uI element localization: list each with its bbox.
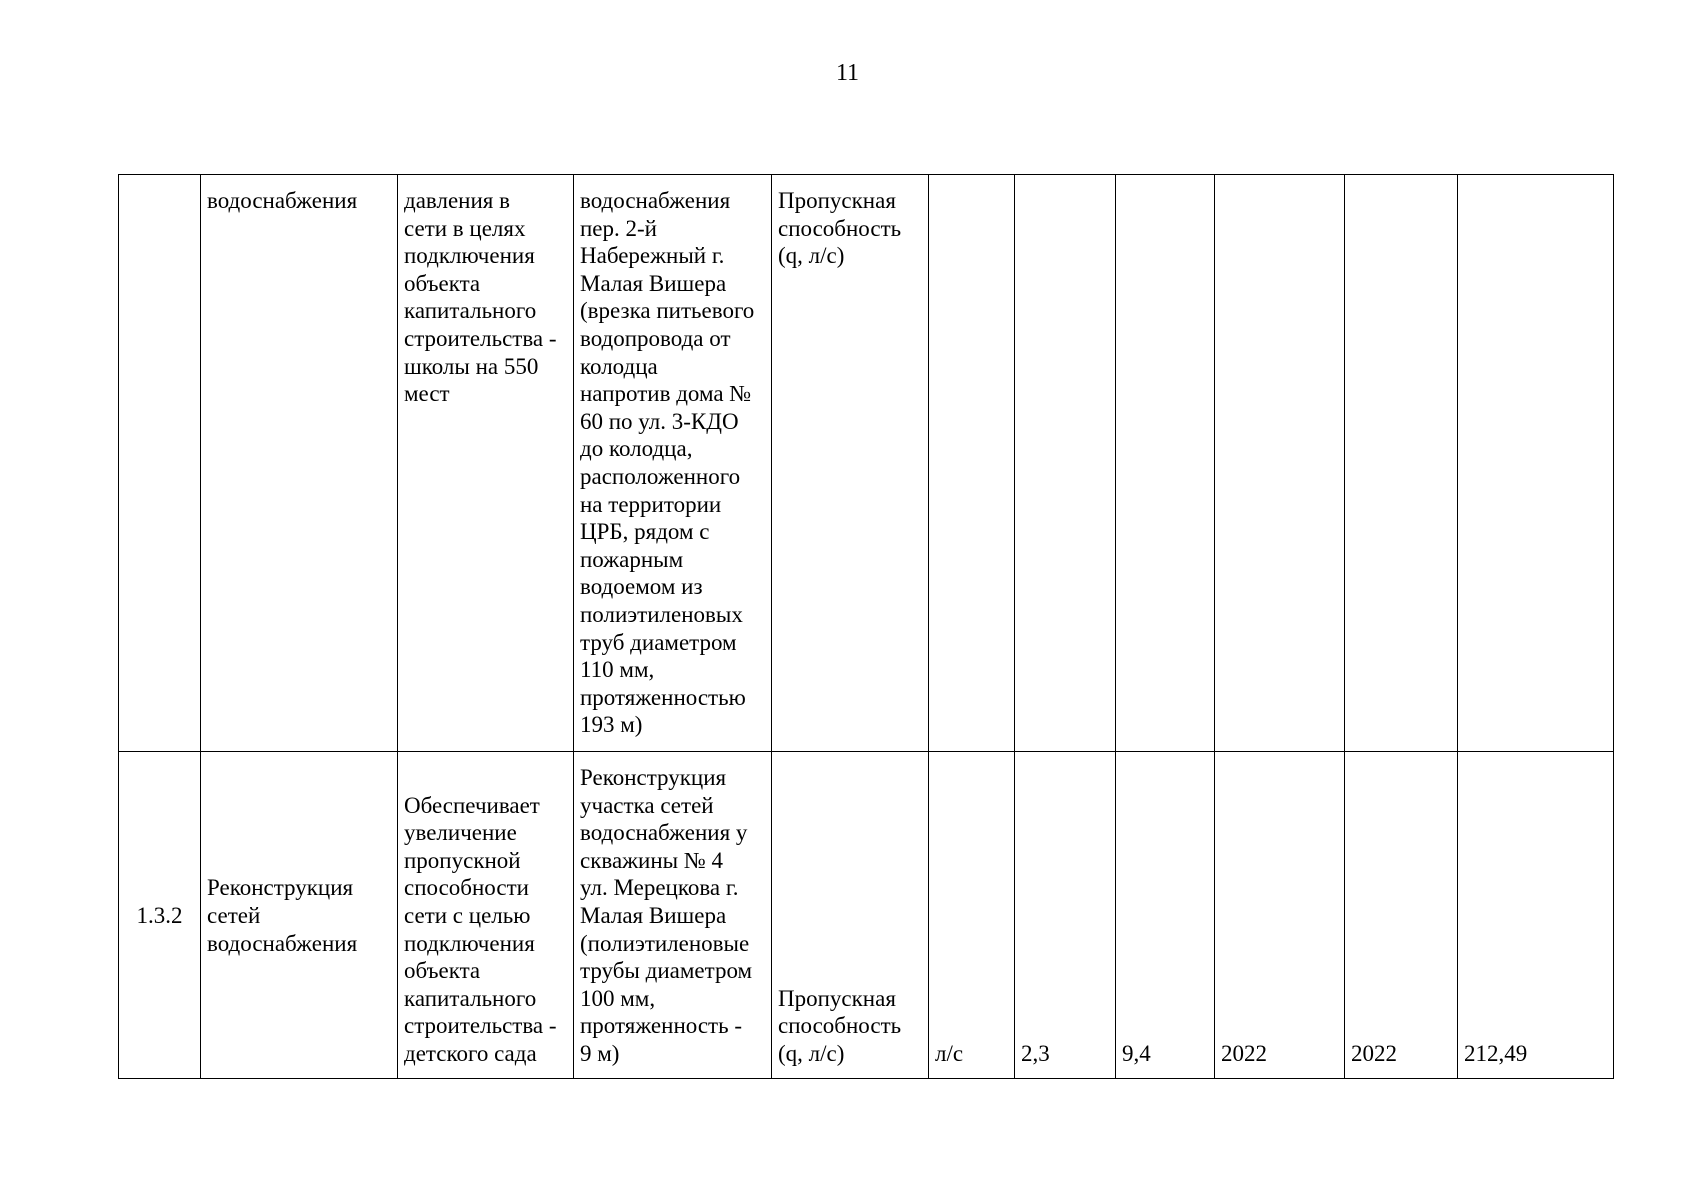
cell-unit: л/с xyxy=(929,752,1015,1079)
cell-cost xyxy=(1458,175,1614,752)
cell-value-after xyxy=(1116,175,1215,752)
cell-name: Реконструкция сетей водоснабжения xyxy=(201,752,398,1079)
cell-unit xyxy=(929,175,1015,752)
cell-name: водоснабжения xyxy=(201,175,398,752)
table-row xyxy=(119,175,1614,752)
cell-value-before xyxy=(1015,175,1116,752)
cell-description: водоснабжения пер. 2-й Набережный г. Малая Вишера (врезка питьевого водопровода от колодца напротив дома № 60 по ул. 3-КДО до колодца, расположенного на территории ЦРБ, рядом с пожарным водоемом из полиэтиленовых труб диаметром 110 мм, протяженностью 193 м) xyxy=(574,175,772,752)
cell-indicator: Пропускная способность (q, л/с) xyxy=(772,175,929,752)
page-number: 11 xyxy=(835,60,860,86)
cell-purpose: давления в сети в целях подключения объекта капитального строительства - школы на 550 мест xyxy=(398,175,574,752)
cell-year-start xyxy=(1215,175,1345,752)
table-row xyxy=(119,752,1614,1079)
cell-value-before: 2,3 xyxy=(1015,752,1116,1079)
cell-year-end xyxy=(1345,175,1458,752)
cell-number xyxy=(119,175,201,752)
cell-year-end: 2022 xyxy=(1345,752,1458,1079)
cell-cost: 212,49 xyxy=(1458,752,1614,1079)
cell-value-after: 9,4 xyxy=(1116,752,1215,1079)
cell-indicator: Пропускная способность (q, л/с) xyxy=(772,752,929,1079)
cell-year-start: 2022 xyxy=(1215,752,1345,1079)
investment-table xyxy=(118,174,1614,1079)
cell-description: Реконструкция участка сетей водоснабжения у скважины № 4 ул. Мерецкова г. Малая Вишера (полиэтиленовые трубы диаметром 100 мм, протяженность - 9 м) xyxy=(574,752,772,1079)
cell-number: 1.3.2 xyxy=(119,752,201,1079)
cell-purpose: Обеспечивает увеличение пропускной способности сети с целью подключения объекта капитального строительства - детского сада xyxy=(398,752,574,1079)
